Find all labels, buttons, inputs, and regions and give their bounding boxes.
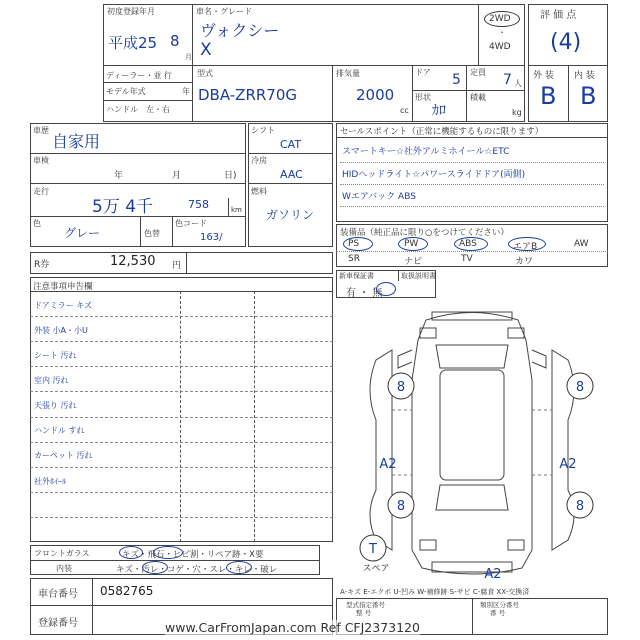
frame-label: 車台番号 bbox=[38, 589, 78, 600]
mileage-label: 走行 bbox=[33, 187, 49, 196]
equip-airb: エアB bbox=[513, 242, 538, 252]
equip-ps: PS bbox=[348, 239, 360, 249]
ref-watermark: www.CarFromJapan.com Ref CFJ2373120 bbox=[165, 620, 420, 635]
inspection-label: 車検 bbox=[33, 156, 49, 165]
interior-glass-text: キズ・汚レ・コゲ・穴・スレ・キレ・破レ bbox=[116, 565, 278, 575]
displacement-value: 2000 bbox=[356, 86, 395, 104]
capacity-unit: 人 bbox=[514, 79, 522, 88]
color-value: グレー bbox=[64, 226, 101, 240]
notes-title: 注意事項申告欄 bbox=[33, 282, 93, 292]
equip-navi: ナビ bbox=[404, 257, 423, 267]
mark-wheel-fl: 8 bbox=[396, 380, 406, 395]
front-glass-text: キズ・飛石・ヒビ割・リペア跡・X要 bbox=[122, 550, 264, 560]
interior-label: 内 装 bbox=[574, 71, 595, 81]
model-year-label: モデル年式 bbox=[106, 87, 146, 96]
recycle-block bbox=[30, 252, 333, 274]
drive-2wd: 2WD bbox=[489, 14, 511, 24]
equip-leather: カワ bbox=[515, 257, 534, 267]
class-sub: 番 号 bbox=[490, 609, 506, 617]
reg-month-unit: 月 bbox=[185, 53, 192, 61]
drive-4wd: 4WD bbox=[489, 42, 511, 52]
kg-unit: kg bbox=[512, 108, 522, 117]
equip-tv: TV bbox=[461, 254, 473, 264]
equip-abs-circle bbox=[454, 237, 488, 251]
color-label: 色 bbox=[33, 219, 41, 228]
color-change-label: 色替 bbox=[144, 229, 160, 238]
recycle-label: R券 bbox=[34, 260, 50, 270]
note-row-divider bbox=[30, 417, 333, 418]
body-value: 自家用 bbox=[52, 132, 101, 151]
note-item-4: 室内 汚れ bbox=[34, 376, 69, 385]
front-glass-label: フロントガラス bbox=[34, 549, 90, 558]
interior-glass-label: 内装 bbox=[56, 564, 72, 573]
reg-number-label: 登録番号 bbox=[38, 618, 78, 629]
shape-value: ｶﾛ bbox=[432, 103, 446, 119]
capacity-value: 7 bbox=[503, 72, 512, 88]
inspection-year-unit: 年 bbox=[114, 171, 124, 181]
fuel-value: ガソリン bbox=[266, 208, 315, 222]
cc-unit: cc bbox=[400, 106, 409, 115]
glass-kizu-circle bbox=[119, 546, 143, 559]
type-label: 型式 bbox=[197, 69, 213, 78]
exterior-grade: B bbox=[540, 82, 557, 110]
note-row-divider bbox=[30, 316, 333, 317]
color-code: 163/ bbox=[200, 232, 223, 243]
legend-text: A-キズ E-エクボ U-凹み W-補修跡 S-サビ C-腐食 XX-交換済 bbox=[340, 588, 530, 596]
warranty-label-2: 取扱説明書 bbox=[401, 272, 436, 280]
model-year-unit: 年 bbox=[182, 87, 190, 96]
fuel-label: 燃料 bbox=[251, 187, 267, 196]
type-designation-sub: 整 号 bbox=[356, 609, 372, 617]
mark-wheel-fr: 8 bbox=[575, 380, 585, 395]
carname-label: 車名・グレード bbox=[196, 7, 252, 16]
selling-line-3: Wエアバック ABS bbox=[342, 192, 416, 202]
warranty-value: 有 ・ 無 bbox=[346, 288, 383, 299]
equip-aw: AW bbox=[574, 239, 589, 249]
exterior-label: 外 装 bbox=[533, 71, 554, 81]
note-row-divider bbox=[30, 391, 333, 392]
note-row-divider bbox=[30, 341, 333, 342]
equipment-title: 装備品（純正品に限り○をつけてください） bbox=[340, 228, 509, 238]
equip-pw: PW bbox=[404, 239, 419, 249]
glass-tobiishi-circle bbox=[153, 546, 183, 559]
note-item-7: カーペット 汚れ bbox=[34, 451, 93, 460]
drive-dot: ・ bbox=[498, 28, 506, 37]
first-reg-label: 初度登録年月 bbox=[107, 7, 155, 16]
mileage-value: 5万 4千 bbox=[92, 197, 154, 217]
dealer-label: ディーラー・並 行 bbox=[106, 71, 172, 80]
note-row-divider bbox=[30, 517, 333, 518]
note-item-6: ハンドル すれ bbox=[34, 426, 85, 435]
type-designation-label: 型式指定番号 bbox=[346, 601, 385, 609]
load-label: 積載 bbox=[470, 93, 486, 102]
note-row-divider bbox=[30, 492, 333, 493]
car-name: ヴォクシー bbox=[200, 21, 280, 40]
model-code: DBA-ZRR70G bbox=[198, 86, 298, 104]
recycle-unit: 円 bbox=[172, 261, 182, 271]
shift-label: シフト bbox=[251, 126, 275, 135]
door-label: ドア bbox=[415, 68, 431, 77]
note-row-divider bbox=[30, 442, 333, 443]
note-item-2: 外装 小A・小U bbox=[34, 326, 88, 335]
equip-sr: SR bbox=[348, 254, 360, 264]
warranty-circle bbox=[376, 282, 396, 296]
score-value: (4) bbox=[550, 30, 582, 55]
selling-title: セールスポイント（正常に機能するものに限ります） bbox=[340, 127, 544, 137]
ac-label: 冷房 bbox=[251, 156, 267, 165]
mark-side-right: A2 bbox=[559, 457, 577, 472]
mileage-extra: 758 bbox=[188, 198, 209, 211]
note-item-1: ドアミラー キズ bbox=[34, 301, 93, 310]
shift-value: CAT bbox=[280, 138, 302, 151]
note-row-divider bbox=[30, 467, 333, 468]
equip-abs: ABS bbox=[459, 239, 477, 249]
note-row-divider bbox=[30, 366, 333, 367]
car-diagram bbox=[336, 300, 608, 585]
mark-wheel-rr: 8 bbox=[575, 499, 585, 514]
note-item-8: 社外ﾎｲｰﾙ bbox=[34, 477, 66, 486]
note-item-3: シート 汚れ bbox=[34, 351, 77, 360]
door-value: 5 bbox=[452, 72, 461, 88]
color-code-label: 色コード bbox=[175, 219, 207, 228]
selling-line-2: HIDヘッドライト☆パワースライドドア(両側) bbox=[342, 170, 526, 180]
displacement-label: 排気量 bbox=[336, 69, 360, 78]
warranty-label-1: 新車保証書 bbox=[339, 272, 374, 280]
ac-value: AAC bbox=[280, 168, 303, 181]
mark-wheel-rl: 8 bbox=[396, 499, 406, 514]
inspection-month-unit: 月 bbox=[172, 171, 182, 181]
reg-era: 平成25 bbox=[108, 34, 158, 52]
reg-month: 8 bbox=[170, 32, 180, 50]
capacity-label: 定員 bbox=[470, 68, 486, 77]
note-item-5: 天張り 汚れ bbox=[34, 401, 77, 410]
selling-line-1: スマートキー☆社外アルミホイール☆ETC bbox=[342, 147, 510, 157]
frame-value: 0582765 bbox=[100, 584, 154, 598]
equip-airb-circle bbox=[508, 237, 546, 251]
mark-side-left: A2 bbox=[379, 457, 397, 472]
interior-sure-circle bbox=[226, 561, 252, 574]
interior-yogore-circle bbox=[142, 561, 168, 574]
score-label: 評 価 点 bbox=[540, 10, 577, 21]
mark-tire-t: T bbox=[369, 542, 377, 557]
inspection-day-unit: 日) bbox=[224, 171, 237, 181]
class-label: 類別区分番号 bbox=[480, 601, 519, 609]
km-unit: km bbox=[231, 206, 242, 214]
equip-ps-circle bbox=[343, 237, 373, 251]
body-label: 車歴 bbox=[33, 126, 49, 135]
equip-pw-circle bbox=[398, 237, 428, 251]
car-grade: X bbox=[200, 40, 212, 60]
handle-label: ハンドル 左・右 bbox=[106, 105, 170, 114]
interior-grade: B bbox=[580, 82, 597, 110]
recycle-value: 12,530 bbox=[110, 254, 156, 269]
shape-label: 形状 bbox=[415, 93, 431, 102]
mark-rear: A2 bbox=[484, 567, 502, 582]
spare-label: スペア bbox=[362, 564, 390, 574]
